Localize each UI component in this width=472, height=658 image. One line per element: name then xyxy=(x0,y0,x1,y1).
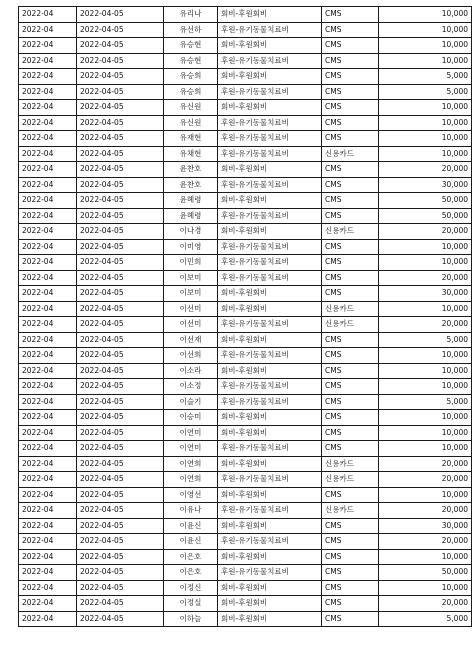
month-cell: 2022-04 xyxy=(19,348,77,364)
table-row xyxy=(19,146,472,162)
donor-name-cell: 이연희 xyxy=(164,456,218,472)
payment-method-cell: CMS xyxy=(322,100,379,116)
payment-method-cell: CMS xyxy=(322,162,379,178)
donor-name-cell: 이소정 xyxy=(164,379,218,395)
date-cell: 2022-04-05 xyxy=(77,363,164,379)
date-cell: 2022-04-05 xyxy=(77,534,164,550)
donor-name-cell: 이민희 xyxy=(164,255,218,271)
payment-method-cell: CMS xyxy=(322,487,379,503)
table-row xyxy=(19,162,472,178)
category-cell: 회비-후원회비 xyxy=(218,162,322,178)
payment-method-cell: 신용카드 xyxy=(322,301,379,317)
date-cell: 2022-04-05 xyxy=(77,115,164,131)
amount-cell: 10,000 xyxy=(379,100,472,116)
payment-method-cell: CMS xyxy=(322,53,379,69)
month-cell: 2022-04 xyxy=(19,162,77,178)
date-cell: 2022-04-05 xyxy=(77,503,164,519)
donor-name-cell: 유승현 xyxy=(164,53,218,69)
table-row xyxy=(19,193,472,209)
date-cell: 2022-04-05 xyxy=(77,379,164,395)
table-row xyxy=(19,332,472,348)
donor-name-cell: 이윤신 xyxy=(164,534,218,550)
date-cell: 2022-04-05 xyxy=(77,596,164,612)
month-cell: 2022-04 xyxy=(19,38,77,54)
category-cell: 회비-후원회비 xyxy=(218,193,322,209)
payment-method-cell: CMS xyxy=(322,394,379,410)
month-cell: 2022-04 xyxy=(19,255,77,271)
amount-cell: 10,000 xyxy=(379,301,472,317)
payment-method-cell: 신용카드 xyxy=(322,224,379,240)
month-cell: 2022-04 xyxy=(19,286,77,302)
month-cell: 2022-04 xyxy=(19,100,77,116)
payment-method-cell: CMS xyxy=(322,379,379,395)
payment-method-cell: CMS xyxy=(322,131,379,147)
table-row xyxy=(19,38,472,54)
date-cell: 2022-04-05 xyxy=(77,69,164,85)
date-cell: 2022-04-05 xyxy=(77,255,164,271)
payment-method-cell: CMS xyxy=(322,348,379,364)
table-row xyxy=(19,7,472,23)
table-row xyxy=(19,549,472,565)
payment-method-cell: CMS xyxy=(322,38,379,54)
date-cell: 2022-04-05 xyxy=(77,456,164,472)
table-row xyxy=(19,565,472,581)
date-cell: 2022-04-05 xyxy=(77,394,164,410)
month-cell: 2022-04 xyxy=(19,565,77,581)
category-cell: 후원-유기동물치료비 xyxy=(218,472,322,488)
donor-name-cell: 이선재 xyxy=(164,332,218,348)
table-row xyxy=(19,239,472,255)
category-cell: 회비-후원회비 xyxy=(218,286,322,302)
donor-name-cell: 이미영 xyxy=(164,239,218,255)
month-cell: 2022-04 xyxy=(19,131,77,147)
month-cell: 2022-04 xyxy=(19,456,77,472)
month-cell: 2022-04 xyxy=(19,224,77,240)
table-row xyxy=(19,518,472,534)
donor-name-cell: 유선하 xyxy=(164,22,218,38)
month-cell: 2022-04 xyxy=(19,410,77,426)
category-cell: 후원-유기동물치료비 xyxy=(218,317,322,333)
donor-name-cell: 이선미 xyxy=(164,301,218,317)
payment-method-cell: CMS xyxy=(322,22,379,38)
category-cell: 회비-후원회비 xyxy=(218,363,322,379)
table-row xyxy=(19,115,472,131)
amount-cell: 20,000 xyxy=(379,317,472,333)
category-cell: 회비-후원회비 xyxy=(218,69,322,85)
category-cell: 후원-유기동물치료비 xyxy=(218,115,322,131)
donor-name-cell: 유재현 xyxy=(164,131,218,147)
table-row xyxy=(19,441,472,457)
date-cell: 2022-04-05 xyxy=(77,193,164,209)
amount-cell: 5,000 xyxy=(379,69,472,85)
payment-method-cell: CMS xyxy=(322,193,379,209)
month-cell: 2022-04 xyxy=(19,53,77,69)
amount-cell: 5,000 xyxy=(379,332,472,348)
amount-cell: 10,000 xyxy=(379,53,472,69)
month-cell: 2022-04 xyxy=(19,332,77,348)
amount-cell: 10,000 xyxy=(379,363,472,379)
payment-method-cell: CMS xyxy=(322,255,379,271)
table-row xyxy=(19,84,472,100)
amount-cell: 10,000 xyxy=(379,441,472,457)
payment-method-cell: 신용카드 xyxy=(322,503,379,519)
table-row xyxy=(19,301,472,317)
date-cell: 2022-04-05 xyxy=(77,565,164,581)
payment-method-cell: CMS xyxy=(322,565,379,581)
category-cell: 회비-후원회비 xyxy=(218,301,322,317)
payment-method-cell: 신용카드 xyxy=(322,472,379,488)
payment-method-cell: CMS xyxy=(322,363,379,379)
donor-name-cell: 이윤신 xyxy=(164,518,218,534)
payment-method-cell: CMS xyxy=(322,177,379,193)
month-cell: 2022-04 xyxy=(19,425,77,441)
month-cell: 2022-04 xyxy=(19,84,77,100)
amount-cell: 5,000 xyxy=(379,611,472,627)
category-cell: 후원-유기동물치료비 xyxy=(218,208,322,224)
amount-cell: 10,000 xyxy=(379,410,472,426)
donor-name-cell: 유신원 xyxy=(164,115,218,131)
date-cell: 2022-04-05 xyxy=(77,100,164,116)
donor-name-cell: 윤혜령 xyxy=(164,208,218,224)
table-row xyxy=(19,177,472,193)
table-row xyxy=(19,100,472,116)
table-row xyxy=(19,270,472,286)
category-cell: 후원-유기동물치료비 xyxy=(218,503,322,519)
amount-cell: 20,000 xyxy=(379,534,472,550)
category-cell: 회비-후원회비 xyxy=(218,224,322,240)
month-cell: 2022-04 xyxy=(19,22,77,38)
table-row xyxy=(19,286,472,302)
amount-cell: 30,000 xyxy=(379,177,472,193)
table-row xyxy=(19,394,472,410)
amount-cell: 10,000 xyxy=(379,580,472,596)
payment-method-cell: CMS xyxy=(322,549,379,565)
month-cell: 2022-04 xyxy=(19,270,77,286)
category-cell: 회비-후원회비 xyxy=(218,410,322,426)
category-cell: 회비-후원회비 xyxy=(218,487,322,503)
month-cell: 2022-04 xyxy=(19,301,77,317)
category-cell: 후원-유기동물치료비 xyxy=(218,441,322,457)
date-cell: 2022-04-05 xyxy=(77,131,164,147)
date-cell: 2022-04-05 xyxy=(77,410,164,426)
category-cell: 회비-후원회비 xyxy=(218,611,322,627)
payment-method-cell: CMS xyxy=(322,270,379,286)
amount-cell: 10,000 xyxy=(379,255,472,271)
month-cell: 2022-04 xyxy=(19,472,77,488)
donor-name-cell: 이연미 xyxy=(164,441,218,457)
donor-name-cell: 이승미 xyxy=(164,410,218,426)
date-cell: 2022-04-05 xyxy=(77,22,164,38)
date-cell: 2022-04-05 xyxy=(77,38,164,54)
amount-cell: 10,000 xyxy=(379,425,472,441)
amount-cell: 10,000 xyxy=(379,38,472,54)
donor-name-cell: 이은호 xyxy=(164,565,218,581)
donor-name-cell: 이정실 xyxy=(164,596,218,612)
donor-name-cell: 윤찬호 xyxy=(164,177,218,193)
table-row xyxy=(19,53,472,69)
month-cell: 2022-04 xyxy=(19,146,77,162)
date-cell: 2022-04-05 xyxy=(77,162,164,178)
category-cell: 후원-유기동물치료비 xyxy=(218,22,322,38)
donor-name-cell: 이선희 xyxy=(164,348,218,364)
date-cell: 2022-04-05 xyxy=(77,286,164,302)
payment-method-cell: 신용카드 xyxy=(322,456,379,472)
amount-cell: 20,000 xyxy=(379,162,472,178)
donor-name-cell: 이보미 xyxy=(164,286,218,302)
amount-cell: 10,000 xyxy=(379,239,472,255)
category-cell: 회비-후원회비 xyxy=(218,332,322,348)
date-cell: 2022-04-05 xyxy=(77,580,164,596)
amount-cell: 5,000 xyxy=(379,84,472,100)
donor-name-cell: 윤찬호 xyxy=(164,162,218,178)
table-row xyxy=(19,69,472,85)
donor-name-cell: 이보미 xyxy=(164,270,218,286)
amount-cell: 30,000 xyxy=(379,286,472,302)
payment-method-cell: CMS xyxy=(322,208,379,224)
month-cell: 2022-04 xyxy=(19,503,77,519)
date-cell: 2022-04-05 xyxy=(77,348,164,364)
donation-ledger-table xyxy=(18,6,472,627)
donor-name-cell: 이소라 xyxy=(164,363,218,379)
ledger-body xyxy=(19,7,472,627)
donor-name-cell: 이은호 xyxy=(164,549,218,565)
category-cell: 후원-유기동물치료비 xyxy=(218,84,322,100)
month-cell: 2022-04 xyxy=(19,394,77,410)
category-cell: 회비-후원회비 xyxy=(218,100,322,116)
payment-method-cell: CMS xyxy=(322,580,379,596)
date-cell: 2022-04-05 xyxy=(77,317,164,333)
month-cell: 2022-04 xyxy=(19,193,77,209)
amount-cell: 20,000 xyxy=(379,503,472,519)
amount-cell: 10,000 xyxy=(379,549,472,565)
category-cell: 후원-유기동물치료비 xyxy=(218,565,322,581)
month-cell: 2022-04 xyxy=(19,596,77,612)
donor-name-cell: 이연미 xyxy=(164,425,218,441)
amount-cell: 20,000 xyxy=(379,270,472,286)
payment-method-cell: CMS xyxy=(322,286,379,302)
payment-method-cell: CMS xyxy=(322,611,379,627)
date-cell: 2022-04-05 xyxy=(77,270,164,286)
donation-ledger-sheet xyxy=(18,6,468,627)
donor-name-cell: 이영선 xyxy=(164,487,218,503)
donor-name-cell: 이나경 xyxy=(164,224,218,240)
category-cell: 후원-유기동물치료비 xyxy=(218,270,322,286)
date-cell: 2022-04-05 xyxy=(77,7,164,23)
amount-cell: 10,000 xyxy=(379,487,472,503)
donor-name-cell: 이유나 xyxy=(164,503,218,519)
amount-cell: 50,000 xyxy=(379,565,472,581)
table-row xyxy=(19,224,472,240)
amount-cell: 30,000 xyxy=(379,518,472,534)
date-cell: 2022-04-05 xyxy=(77,177,164,193)
amount-cell: 50,000 xyxy=(379,193,472,209)
payment-method-cell: CMS xyxy=(322,410,379,426)
category-cell: 후원-유기동물치료비 xyxy=(218,348,322,364)
month-cell: 2022-04 xyxy=(19,487,77,503)
category-cell: 회비-후원회비 xyxy=(218,580,322,596)
date-cell: 2022-04-05 xyxy=(77,611,164,627)
month-cell: 2022-04 xyxy=(19,115,77,131)
category-cell: 후원-유기동물치료비 xyxy=(218,394,322,410)
month-cell: 2022-04 xyxy=(19,580,77,596)
date-cell: 2022-04-05 xyxy=(77,425,164,441)
amount-cell: 10,000 xyxy=(379,131,472,147)
category-cell: 회비-후원회비 xyxy=(218,7,322,23)
payment-method-cell: CMS xyxy=(322,7,379,23)
date-cell: 2022-04-05 xyxy=(77,239,164,255)
month-cell: 2022-04 xyxy=(19,177,77,193)
category-cell: 후원-유기동물치료비 xyxy=(218,534,322,550)
amount-cell: 10,000 xyxy=(379,7,472,23)
payment-method-cell: 신용카드 xyxy=(322,146,379,162)
date-cell: 2022-04-05 xyxy=(77,301,164,317)
table-row xyxy=(19,379,472,395)
month-cell: 2022-04 xyxy=(19,69,77,85)
donor-name-cell: 유채현 xyxy=(164,146,218,162)
donor-name-cell: 유리나 xyxy=(164,7,218,23)
donor-name-cell: 윤혜령 xyxy=(164,193,218,209)
table-row xyxy=(19,363,472,379)
date-cell: 2022-04-05 xyxy=(77,472,164,488)
category-cell: 회비-후원회비 xyxy=(218,549,322,565)
amount-cell: 20,000 xyxy=(379,596,472,612)
table-row xyxy=(19,348,472,364)
table-row xyxy=(19,534,472,550)
category-cell: 후원-유기동물치료비 xyxy=(218,53,322,69)
date-cell: 2022-04-05 xyxy=(77,146,164,162)
category-cell: 후원-유기동물치료비 xyxy=(218,379,322,395)
donor-name-cell: 유승희 xyxy=(164,69,218,85)
table-row xyxy=(19,580,472,596)
month-cell: 2022-04 xyxy=(19,534,77,550)
month-cell: 2022-04 xyxy=(19,379,77,395)
table-row xyxy=(19,611,472,627)
table-row xyxy=(19,487,472,503)
date-cell: 2022-04-05 xyxy=(77,549,164,565)
donor-name-cell: 유신원 xyxy=(164,100,218,116)
category-cell: 회비-후원회비 xyxy=(218,518,322,534)
date-cell: 2022-04-05 xyxy=(77,518,164,534)
category-cell: 후원-유기동물치료비 xyxy=(218,177,322,193)
donor-name-cell: 유승현 xyxy=(164,38,218,54)
payment-method-cell: CMS xyxy=(322,115,379,131)
amount-cell: 10,000 xyxy=(379,379,472,395)
table-row xyxy=(19,131,472,147)
amount-cell: 10,000 xyxy=(379,348,472,364)
date-cell: 2022-04-05 xyxy=(77,84,164,100)
amount-cell: 10,000 xyxy=(379,115,472,131)
table-row xyxy=(19,472,472,488)
category-cell: 후원-유기동물치료비 xyxy=(218,131,322,147)
donor-name-cell: 이정신 xyxy=(164,580,218,596)
month-cell: 2022-04 xyxy=(19,518,77,534)
payment-method-cell: CMS xyxy=(322,425,379,441)
donor-name-cell: 이선미 xyxy=(164,317,218,333)
table-row xyxy=(19,208,472,224)
category-cell: 회비-후원회비 xyxy=(218,596,322,612)
table-row xyxy=(19,503,472,519)
amount-cell: 10,000 xyxy=(379,22,472,38)
payment-method-cell: CMS xyxy=(322,332,379,348)
month-cell: 2022-04 xyxy=(19,611,77,627)
amount-cell: 50,000 xyxy=(379,208,472,224)
category-cell: 회비-후원회비 xyxy=(218,38,322,54)
amount-cell: 20,000 xyxy=(379,472,472,488)
table-row xyxy=(19,317,472,333)
month-cell: 2022-04 xyxy=(19,363,77,379)
category-cell: 회비-후원회비 xyxy=(218,456,322,472)
category-cell: 후원-유기동물치료비 xyxy=(218,255,322,271)
date-cell: 2022-04-05 xyxy=(77,208,164,224)
month-cell: 2022-04 xyxy=(19,208,77,224)
date-cell: 2022-04-05 xyxy=(77,53,164,69)
month-cell: 2022-04 xyxy=(19,549,77,565)
amount-cell: 10,000 xyxy=(379,146,472,162)
payment-method-cell: CMS xyxy=(322,84,379,100)
table-row xyxy=(19,22,472,38)
date-cell: 2022-04-05 xyxy=(77,487,164,503)
month-cell: 2022-04 xyxy=(19,441,77,457)
payment-method-cell: CMS xyxy=(322,239,379,255)
table-row xyxy=(19,255,472,271)
date-cell: 2022-04-05 xyxy=(77,332,164,348)
month-cell: 2022-04 xyxy=(19,317,77,333)
payment-method-cell: CMS xyxy=(322,534,379,550)
table-row xyxy=(19,456,472,472)
category-cell: 회비-후원회비 xyxy=(218,425,322,441)
donor-name-cell: 이슬기 xyxy=(164,394,218,410)
donor-name-cell: 이하늘 xyxy=(164,611,218,627)
table-row xyxy=(19,596,472,612)
table-row xyxy=(19,410,472,426)
donor-name-cell: 이연희 xyxy=(164,472,218,488)
table-row xyxy=(19,425,472,441)
payment-method-cell: CMS xyxy=(322,441,379,457)
month-cell: 2022-04 xyxy=(19,7,77,23)
amount-cell: 5,000 xyxy=(379,394,472,410)
category-cell: 후원-유기동물치료비 xyxy=(218,146,322,162)
category-cell: 후원-유기동물치료비 xyxy=(218,239,322,255)
payment-method-cell: 신용카드 xyxy=(322,317,379,333)
payment-method-cell: CMS xyxy=(322,596,379,612)
month-cell: 2022-04 xyxy=(19,239,77,255)
amount-cell: 20,000 xyxy=(379,456,472,472)
date-cell: 2022-04-05 xyxy=(77,441,164,457)
date-cell: 2022-04-05 xyxy=(77,224,164,240)
payment-method-cell: CMS xyxy=(322,69,379,85)
donor-name-cell: 유승희 xyxy=(164,84,218,100)
payment-method-cell: CMS xyxy=(322,518,379,534)
amount-cell: 20,000 xyxy=(379,224,472,240)
